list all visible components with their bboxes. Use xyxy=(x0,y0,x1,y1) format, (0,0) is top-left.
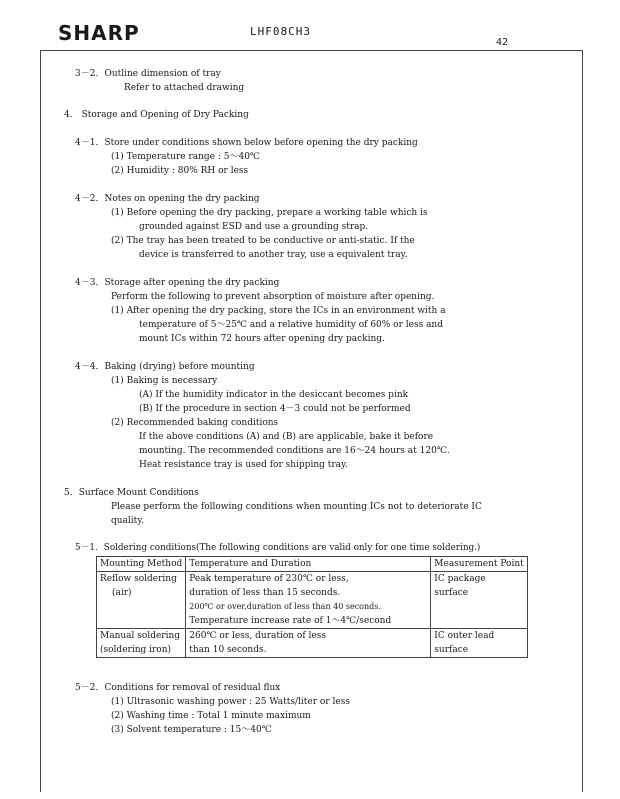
text-line: (1) Temperature range : 5～40℃ xyxy=(111,152,260,162)
text-line: (B) If the procedure in section 4－3 could not be performed xyxy=(139,404,411,414)
cell-line: IC outer lead xyxy=(434,631,495,641)
text-line: (A) If the humidity indicator in the desiccant becomes pink xyxy=(139,390,409,400)
header-cell: Measurement Point xyxy=(431,557,528,572)
text-line: Perform the following to prevent absorption of moisture after opening. xyxy=(111,292,435,302)
cell-line: 200℃ or over,duration of less than 40 seconds. xyxy=(189,602,381,611)
method-cell xyxy=(97,572,186,629)
section-4-2-heading: 4－2．Notes on opening the dry packing xyxy=(75,194,260,204)
text-line: (1) Ultrasonic washing power : 25 Watts/liter or less xyxy=(111,697,350,707)
text-line: (1) After opening the dry packing, store the ICs in an environment with a xyxy=(111,306,446,316)
section-4-3-heading: 4－3．Storage after opening the dry packing xyxy=(75,278,280,288)
text-line: (1) Before opening the dry packing, prepare a working table which is xyxy=(111,208,428,218)
cell-line: surface xyxy=(434,645,469,655)
text-line: (1) Baking is necessary xyxy=(111,376,218,386)
cell-line: duration of less than 15 seconds. xyxy=(189,588,341,598)
cell-line: surface xyxy=(434,588,469,598)
method-cell xyxy=(97,629,186,658)
document-id: LHF08CH3 xyxy=(250,25,311,38)
text-line: Refer to attached drawing xyxy=(124,83,245,93)
page-number: 42 xyxy=(496,37,509,48)
text-line: quality. xyxy=(111,516,145,526)
section-4-1-heading: 4－1．Store under conditions shown below before opening the dry packing xyxy=(75,138,418,148)
point-cell xyxy=(431,572,528,629)
soldering-conditions-table xyxy=(96,556,528,658)
temperature-cell xyxy=(186,572,431,629)
cell-line: Reflow soldering xyxy=(100,574,177,584)
cell-line: 260℃ or less, duration of less xyxy=(189,631,326,641)
text-line: If the above conditions (A) and (B) are applicable, bake it before xyxy=(139,432,434,442)
text-line: mounting. The recommended conditions are 16～24 hours at 120℃. xyxy=(139,446,450,456)
text-line: Please perform the following conditions when mounting ICs not to deteriorate IC xyxy=(111,502,482,512)
section-4-4-heading: 4－4．Baking (drying) before mounting xyxy=(75,362,255,372)
text-line: (2) Humidity : 80% RH or less xyxy=(111,166,249,176)
cell-line: Peak temperature of 230℃ or less, xyxy=(189,574,349,584)
table-row xyxy=(97,629,528,658)
table-row xyxy=(97,572,528,629)
cell-line: than 10 seconds. xyxy=(189,645,267,655)
text-line: device is transferred to another tray, use a equivalent tray. xyxy=(139,250,408,260)
text-line: mount ICs within 72 hours after opening dry packing. xyxy=(139,334,385,344)
cell-line: IC package xyxy=(434,574,486,584)
text-line: (2) The tray has been treated to be conductive or anti-static. If the xyxy=(111,236,415,246)
cell-line: Manual soldering xyxy=(100,631,181,641)
sharp-logo: SHARP xyxy=(58,21,140,45)
section-5-1-heading: 5－1．Soldering conditions(The following conditions are valid only for one time soldering.) xyxy=(75,543,481,553)
section-5-heading: 5．Surface Mount Conditions xyxy=(64,488,199,498)
text-line: (2) Recommended baking conditions xyxy=(111,418,279,428)
cell-line: (soldering iron) xyxy=(100,645,172,655)
cell-line: Temperature increase rate of 1～4℃/second xyxy=(189,616,392,626)
text-line: grounded against ESD and use a grounding strap. xyxy=(139,222,369,232)
header-cell: Mounting Method xyxy=(97,557,186,572)
cell-line: (air) xyxy=(112,588,132,598)
section-3-2-heading: 3－2．Outline dimension of tray xyxy=(75,69,221,79)
header-cell: Temperature and Duration xyxy=(186,557,431,572)
temperature-cell xyxy=(186,629,431,658)
text-line: Heat resistance tray is used for shipping tray. xyxy=(139,460,348,470)
table-header-row xyxy=(97,557,528,572)
text-line: temperature of 5～25℃ and a relative humidity of 60% or less and xyxy=(139,320,443,330)
point-cell xyxy=(431,629,528,658)
section-5-2-heading: 5－2．Conditions for removal of residual flux xyxy=(75,683,281,693)
text-line: (2) Washing time : Total 1 minute maximum xyxy=(111,711,311,721)
section-4-heading: 4． Storage and Opening of Dry Packing xyxy=(64,110,249,120)
text-line: (3) Solvent temperature : 15～40℃ xyxy=(111,725,272,735)
